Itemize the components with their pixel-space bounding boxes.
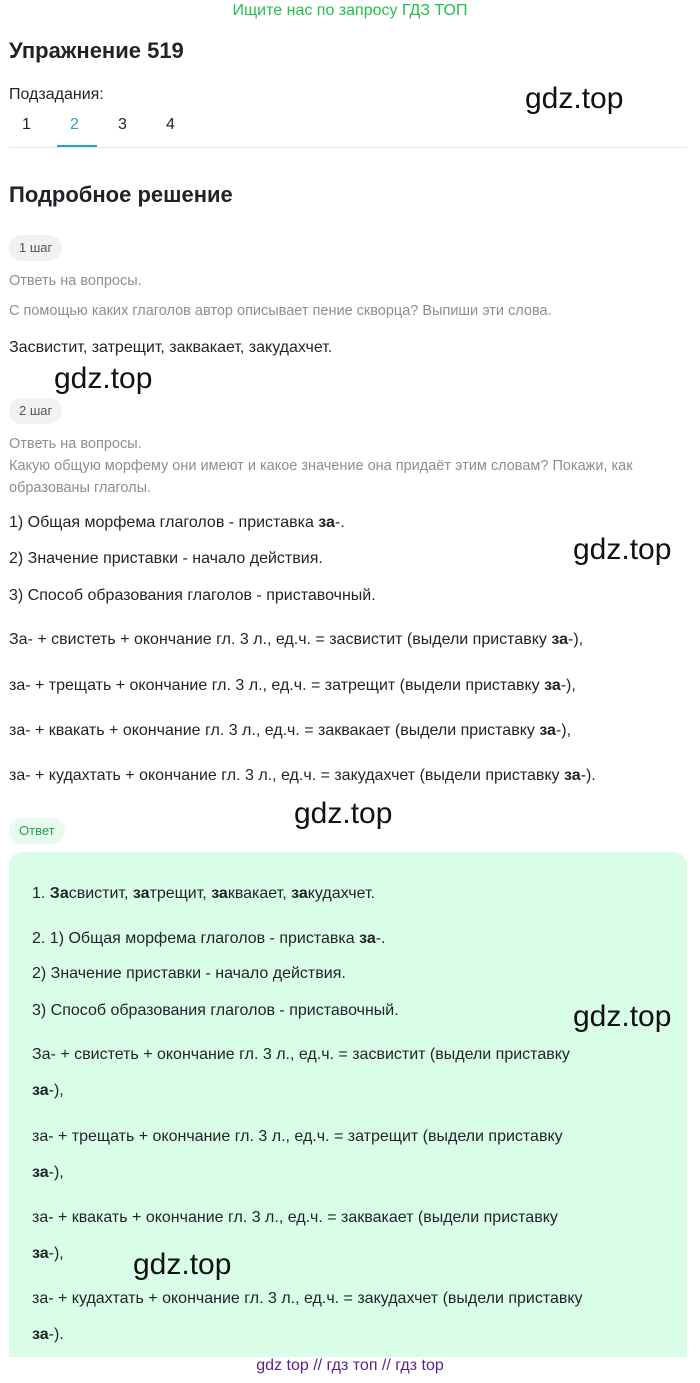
answer-badge: Ответ — [9, 818, 65, 844]
tab-1[interactable]: 1 — [22, 116, 31, 133]
watermark: gdz.top — [525, 82, 624, 115]
step-2-formula-2: за- + трещать + окончание гл. 3 л., ед.ч. = затрещит (выдели приставку за-), — [9, 677, 576, 694]
divider — [9, 147, 687, 148]
answer-formula-3-end: за-), — [32, 1245, 64, 1262]
step-1-answer: Засвистит, затрещит, заквакает, закудахчет. — [9, 339, 333, 356]
answer-line-3: 2) Значение приставки - начало действия. — [32, 965, 346, 982]
watermark: gdz.top — [573, 1000, 672, 1033]
answer-formula-2: за- + трещать + окончание гл. 3 л., ед.ч. = затрещит (выдели приставку — [32, 1128, 563, 1145]
step-1-question: С помощью каких глаголов автор описывает пение скворца? Выпиши эти слова. — [9, 303, 552, 319]
step-2-instruction: Ответь на вопросы. — [9, 436, 142, 452]
answer-formula-4: за- + кудахтать + окончание гл. 3 л., ед.ч. = закудахчет (выдели приставку — [32, 1290, 583, 1307]
step-2-badge: 2 шаг — [9, 398, 62, 424]
watermark: gdz.top — [54, 362, 153, 395]
subtasks-label: Подзадания: — [9, 86, 104, 103]
answer-line-1: 1. Засвистит, затрещит, заквакает, закудахчет. — [32, 885, 375, 902]
answer-formula-4-end: за-). — [32, 1326, 64, 1343]
tab-3[interactable]: 3 — [118, 116, 127, 133]
answer-formula-2-end: за-), — [32, 1164, 64, 1181]
tab-4[interactable]: 4 — [166, 116, 175, 133]
watermark: gdz.top — [133, 1248, 232, 1281]
answer-line-2: 2. 1) Общая морфема глаголов - приставка за-. — [32, 930, 386, 947]
step-2-point-2: 2) Значение приставки - начало действия. — [9, 550, 323, 567]
answer-line-4: 3) Способ образования глаголов - приставочный. — [32, 1002, 399, 1019]
watermark: gdz.top — [573, 533, 672, 566]
watermark: gdz.top — [294, 797, 393, 830]
step-2-point-1: 1) Общая морфема глаголов - приставка за-. — [9, 514, 345, 531]
step-2-formula-4: за- + кудахтать + окончание гл. 3 л., ед.ч. = закудахчет (выдели приставку за-). — [9, 767, 596, 784]
step-2-point-3: 3) Способ образования глаголов - приставочный. — [9, 587, 376, 604]
answer-formula-3: за- + квакать + окончание гл. 3 л., ед.ч. = заквакает (выдели приставку — [32, 1209, 558, 1226]
step-2-question: Какую общую морфему они имеют и какое значение она придаёт этим словам? Покажи, как образованы глаголы. — [9, 458, 633, 496]
step-1-badge: 1 шаг — [9, 235, 62, 261]
step-2-formula-3: за- + квакать + окончание гл. 3 л., ед.ч. = заквакает (выдели приставку за-), — [9, 722, 572, 739]
footer-links[interactable]: gdz top // гдз топ // гдз top — [256, 1357, 444, 1374]
answer-formula-1-end: за-), — [32, 1082, 64, 1099]
answer-formula-1: За- + свистеть + окончание гл. 3 л., ед.ч. = засвистит (выдели приставку — [32, 1046, 570, 1063]
step-2-formula-1: За- + свистеть + окончание гл. 3 л., ед.ч. = засвистит (выдели приставку за-), — [9, 631, 584, 648]
section-title: Подробное решение — [9, 182, 233, 207]
top-banner[interactable]: Ищите нас по запросу ГДЗ ТОП — [232, 2, 468, 19]
tab-2[interactable]: 2 — [57, 116, 105, 148]
page-title: Упражнение 519 — [9, 38, 184, 63]
step-1-instruction: Ответь на вопросы. — [9, 273, 142, 289]
subtask-tabs — [9, 116, 201, 148]
answer-box — [9, 852, 687, 1357]
